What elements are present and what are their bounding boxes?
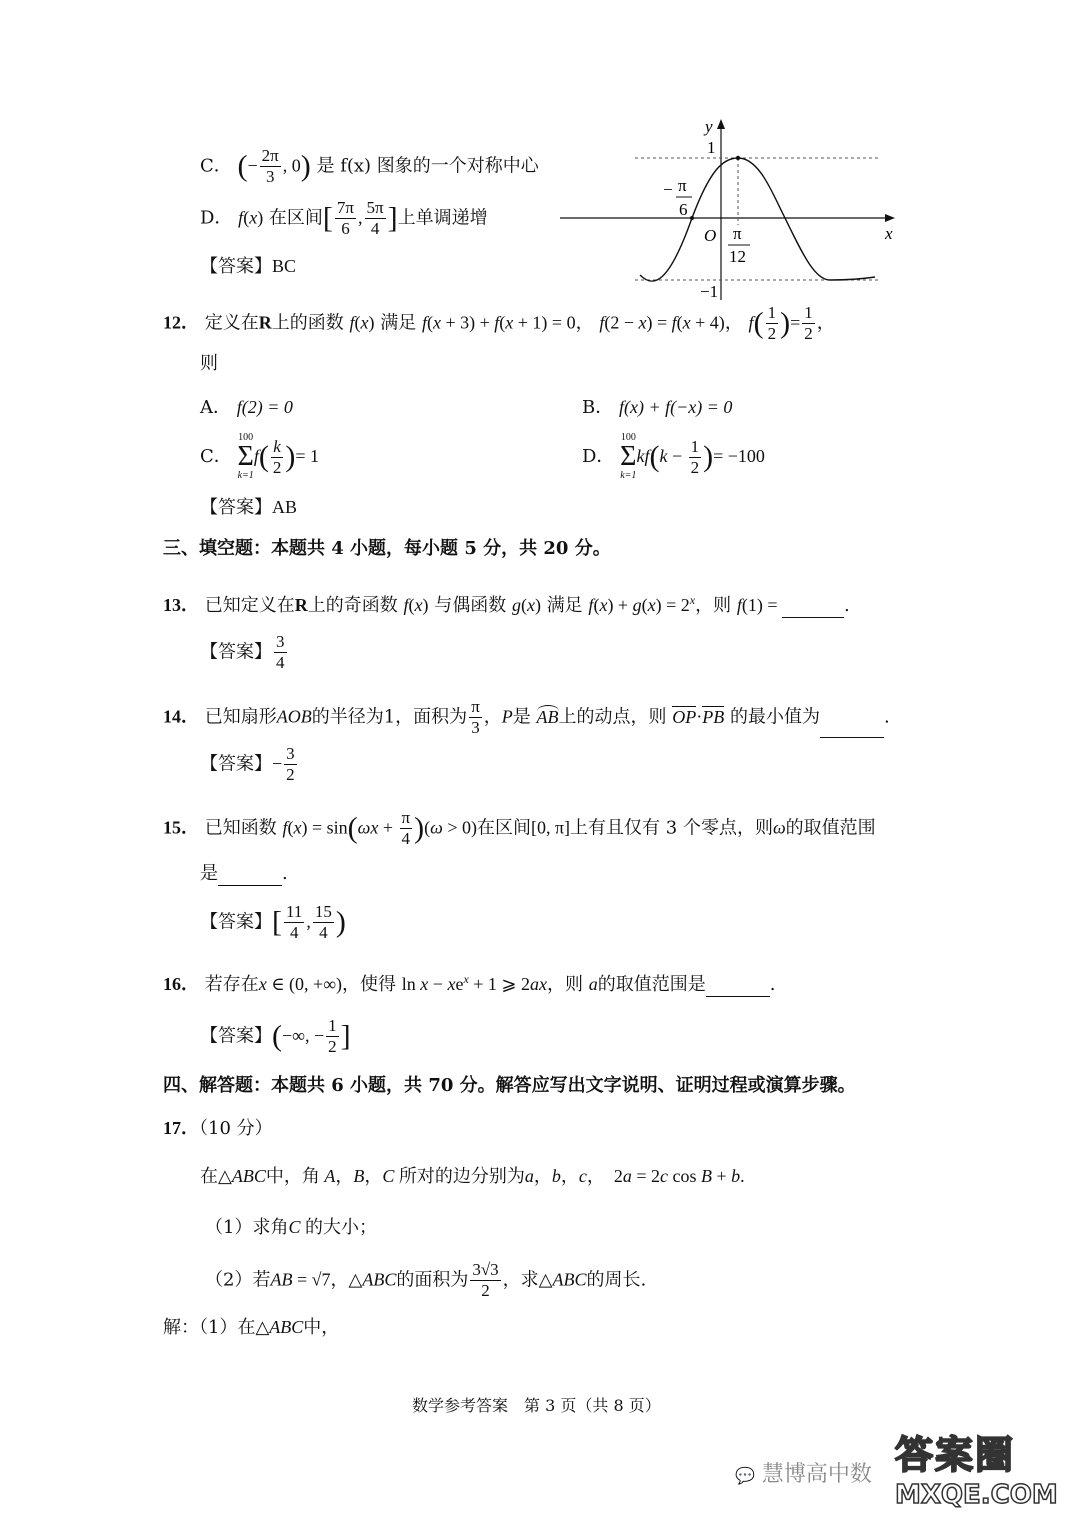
q12-option-b: B． f(x) + f(−x) = 0 [582, 397, 733, 418]
sine-curve [640, 158, 875, 281]
q14-answer: 【答案】− $\frac{3}{2}$ [200, 744, 295, 784]
zero-minus: − [663, 180, 673, 199]
q15-blank [218, 867, 282, 886]
q16-blank [706, 978, 770, 997]
q12-then: 则 [200, 353, 218, 374]
section-4-heading: 四、解答题：本题共 6 小题，共 70 分。解答应写出文字说明、证明过程或演算步骤。 [163, 1075, 856, 1096]
q14-blank [820, 719, 884, 738]
q14-stem: 14． 已知扇形AOB的半径为1，面积为 $\frac{\pi}{3}$ ，P是 AB上的动点，则 OP·PB 的最小值为 . [163, 697, 890, 737]
q12-answer: 【答案】AB [200, 497, 298, 518]
q17-header: 17．（10 分） [163, 1118, 273, 1139]
y-min-label: −1 [700, 282, 719, 301]
q17-solution-start: 解：（1）在△ABC中， [163, 1317, 340, 1338]
peak-label-num: π [733, 224, 742, 243]
q13-answer: 【答案】 $\frac{3}{4}$ [200, 632, 285, 672]
wechat-icon: 💬 [735, 1466, 755, 1485]
q12-option-d: D． 100 Σ k=1 kf(k − $\frac{1}{2}$ )= −100 [582, 432, 765, 481]
watermark-url: MXQE.COM [895, 1480, 1058, 1510]
q11-option-c-text: 是 f(x) 图象的一个对称中心 [316, 155, 539, 177]
watermark-logo-text: 答案圈 [895, 1433, 1016, 1477]
q15-stem-cont: 是 . [200, 863, 288, 884]
q17-sub2: （2）若AB = √7，△ABC的面积为 $\frac{3√3}{2}$ ，求△ABC的周长. [205, 1260, 647, 1300]
q11-option-c: C． (− $\frac{2\pi}{3}$ , 0) 是 f(x) 图象的一个对称中心 [200, 146, 539, 186]
sine-graph [555, 115, 900, 305]
q13-blank [782, 599, 844, 618]
watermark-logo [895, 1432, 1080, 1524]
q16-answer: 【答案】(−∞, − $\frac{1}{2}$ ] [200, 1016, 351, 1056]
q11-answer: 【答案】BC [200, 256, 297, 277]
origin-label: O [704, 226, 717, 245]
watermark-source: 💬 慧博高中数 [735, 1462, 872, 1487]
q16-stem: 16． 若存在x ∈ (0, +∞)，使得 $\ln x - xe^x + 1$ ⩾ 2ax，则 a的取值范围是 . [163, 972, 776, 995]
q15-answer: 【答案】[ $\frac{11}{4}$ , $\frac{15}{4}$ ) [200, 902, 346, 942]
zero-point [690, 216, 694, 220]
section-3-heading: 三、填空题：本题共 4 小题，每小题 5 分，共 20 分。 [163, 538, 611, 559]
page-footer: 数学参考答案 第 3 页（共 8 页） [412, 1396, 661, 1415]
q17-stem: 在△ABC中，角 A，B，C 所对的边分别为a，b，c， 2a = 2c cos B + b. [200, 1166, 745, 1187]
peak-point [736, 156, 740, 160]
q12-option-c: C． 100 Σ k=1 f( $\frac{k}{2}$ )= 1 [200, 432, 319, 481]
x-axis-arrow [885, 214, 895, 222]
y-max-label: 1 [707, 138, 716, 157]
q12-stem: 12． 定义在R上的函数 f(x) 满足 f(x + 3) + f(x + 1) = 0， f(2 − x) = f(x + 4)， f( $\frac{1}{2}$ )= $\frac{1}{2}$ ， [163, 303, 835, 343]
q15-stem: 15． 已知函数 f(x) = sin(ωx + $\frac{\pi}{4}$ )(ω > 0)在区间[0, π]上有且仅有 3 个零点，则ω的取值范围 [163, 808, 876, 848]
x-label: x [885, 224, 893, 243]
q11-option-d: D． f(x) 在区间[ $\frac{7\pi}{6}$ , $\frac{5\pi}{4}$ ]上单调递增 [200, 198, 488, 238]
q17-sub1: （1）求角C 的大小； [205, 1217, 377, 1238]
zero-label-den: 6 [679, 200, 688, 219]
y-axis-arrow [717, 119, 725, 129]
q12-option-a: A． f(2) = 0 [200, 397, 293, 418]
q13-stem: 13． 已知定义在R上的奇函数 f(x) 与偶函数 g(x) 满足 $f(x) + g(x) = 2^x$，则 f(1) = . [163, 593, 850, 616]
y-label: y [705, 117, 713, 136]
zero-label-num: π [678, 176, 687, 195]
peak-label-den: 12 [729, 247, 746, 266]
